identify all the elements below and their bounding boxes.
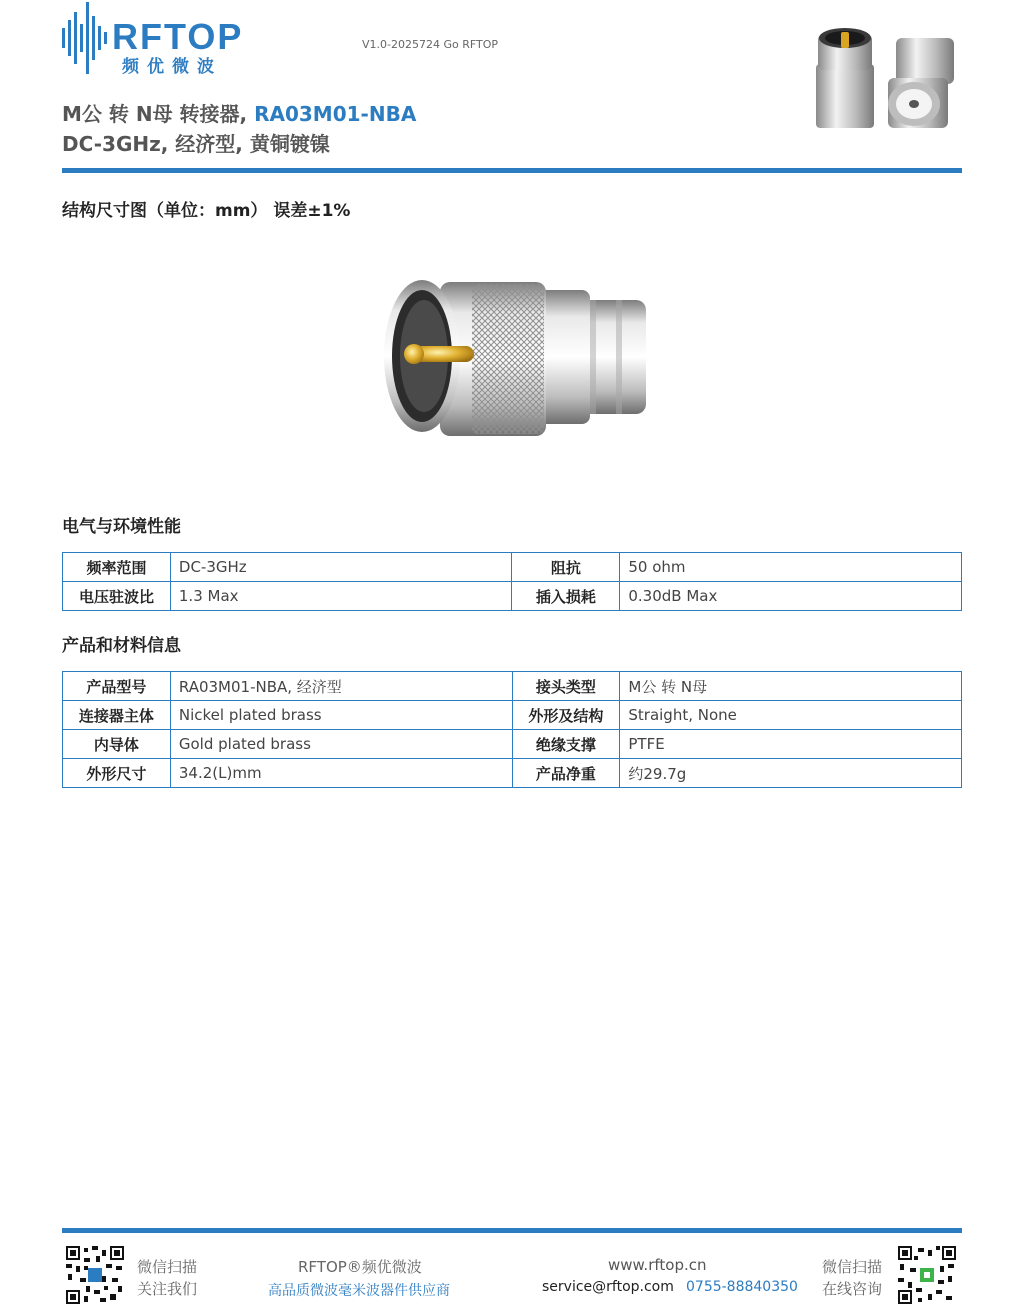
- spec-value: Nickel plated brass: [170, 701, 512, 730]
- electrical-spec-table: [62, 552, 962, 611]
- follow-us-label: 关注我们: [137, 1280, 198, 1298]
- spec-label: 产品净重: [512, 759, 620, 788]
- spec-label: 插入损耗: [512, 582, 620, 611]
- company-logo: [62, 0, 267, 76]
- table-row: [63, 701, 962, 730]
- logo-wordmark: RFTOP: [112, 16, 244, 57]
- title-model-number: RA03M01-NBA: [254, 102, 417, 126]
- spec-label: 阻抗: [512, 553, 620, 582]
- spec-label: 外形尺寸: [63, 759, 171, 788]
- electrical-section-title: 电气与环境性能: [62, 517, 181, 537]
- spec-value: 约29.7g: [620, 759, 962, 788]
- footer-divider: [62, 1228, 962, 1233]
- table-row: [63, 730, 962, 759]
- product-image: [380, 270, 652, 446]
- spec-label: 连接器主体: [63, 701, 171, 730]
- qr-code-icon[interactable]: [66, 1246, 124, 1304]
- phone-number: 0755-88840350: [686, 1279, 798, 1295]
- spec-value: 1.3 Max: [170, 582, 512, 611]
- table-row: [63, 759, 962, 788]
- page-subtitle: DC-3GHz, 经济型, 黄铜镀镍: [62, 132, 330, 156]
- spec-label: 产品型号: [63, 672, 171, 701]
- spec-label: 内导体: [63, 730, 171, 759]
- email-link[interactable]: service@rftop.com: [542, 1279, 674, 1295]
- spec-label: 频率范围: [63, 553, 171, 582]
- spec-value: 0.30dB Max: [620, 582, 962, 611]
- header-divider: [62, 168, 962, 173]
- website-link[interactable]: www.rftop.cn: [608, 1256, 707, 1274]
- title-prefix: M公 转 N母 转接器,: [62, 102, 255, 126]
- drawing-section-title: 结构尺寸图（单位：mm） 误差±1%: [62, 201, 351, 221]
- logo-subtitle: 频优微波: [122, 57, 222, 77]
- version-label: V1.0-2025724 Go RFTOP: [362, 38, 499, 51]
- spec-value: M公 转 N母: [620, 672, 962, 701]
- wechat-scan-label-2: 微信扫描: [822, 1258, 883, 1276]
- spec-label: 绝缘支撑: [512, 730, 620, 759]
- spec-value: RA03M01-NBA, 经济型: [170, 672, 512, 701]
- table-row: [63, 553, 962, 582]
- footer-brand: RFTOP®频优微波: [298, 1258, 422, 1276]
- spec-value: 50 ohm: [620, 553, 962, 582]
- spec-value: PTFE: [620, 730, 962, 759]
- spec-label: 电压驻波比: [63, 582, 171, 611]
- online-consult-label: 在线咨询: [822, 1280, 883, 1298]
- spec-value: 34.2(L)mm: [170, 759, 512, 788]
- footer-tagline: 高品质微波毫米波器件供应商: [268, 1283, 450, 1299]
- spec-value: DC-3GHz: [170, 553, 512, 582]
- spec-value: Gold plated brass: [170, 730, 512, 759]
- table-row: [63, 582, 962, 611]
- spec-value: Straight, None: [620, 701, 962, 730]
- wechat-scan-label: 微信扫描: [137, 1258, 198, 1276]
- page-title: [62, 98, 416, 127]
- header-product-photos: [810, 24, 965, 136]
- qr-code-icon[interactable]: [898, 1246, 956, 1304]
- spec-label: 外形及结构: [512, 701, 620, 730]
- material-section-title: 产品和材料信息: [62, 636, 181, 656]
- table-row: [63, 672, 962, 701]
- signal-bars-icon: [62, 2, 110, 74]
- spec-label: 接头类型: [512, 672, 620, 701]
- material-spec-table: [62, 671, 962, 788]
